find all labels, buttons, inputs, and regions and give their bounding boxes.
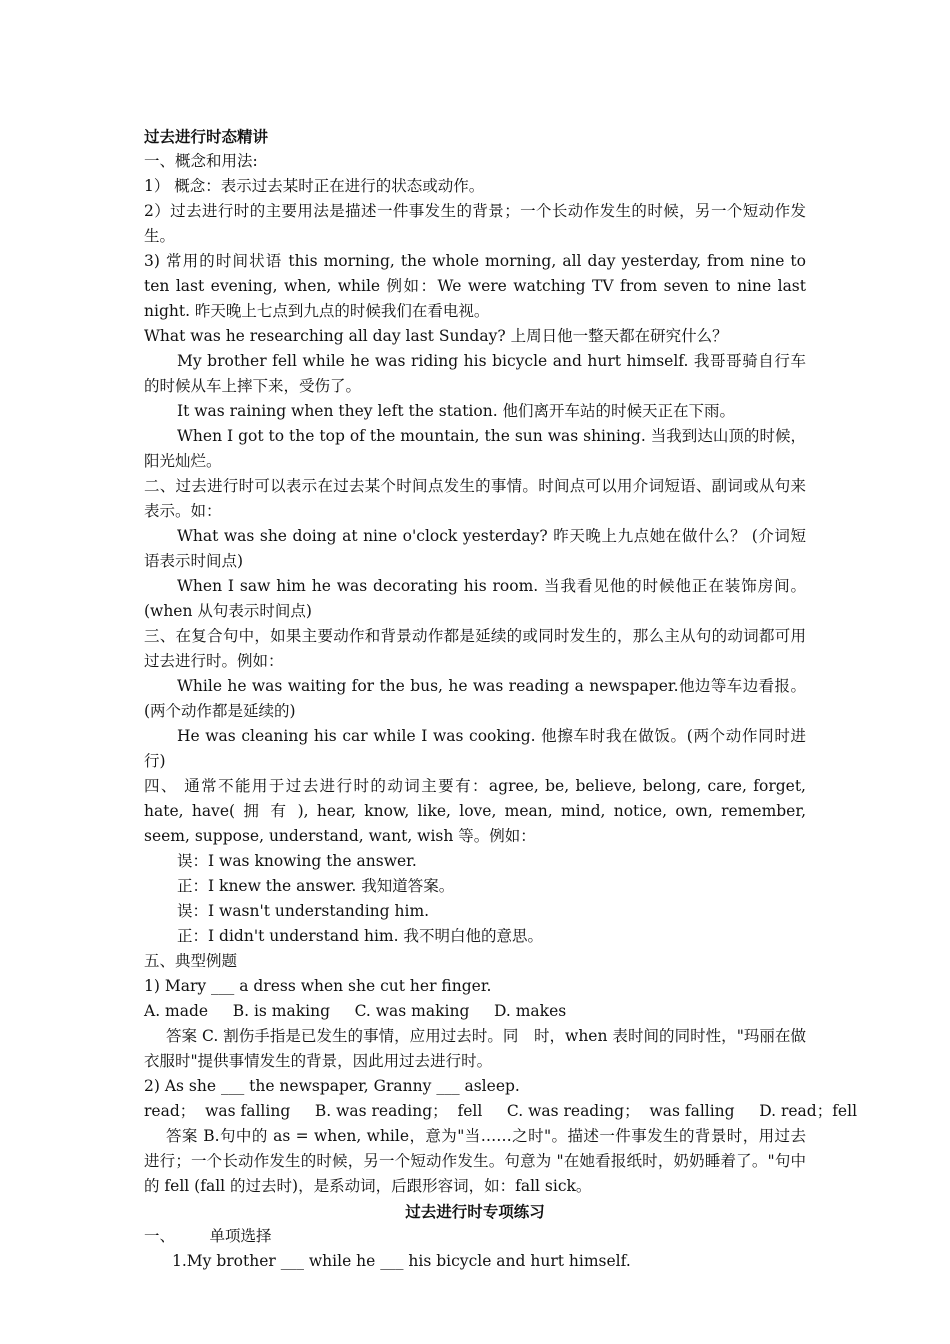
example-sentence: 正：I didn't understand him. 我不明白他的意思。: [177, 927, 543, 945]
paragraph: 2）过去进行时的主要用法是描述一件事发生的背景；一个长动作发生的时候，另一个短动作发生。: [144, 202, 806, 245]
example-sentence: What was she doing at nine o'clock yesterday? 昨天晚上九点她在做什么？ (介词短语表示时间点): [144, 527, 806, 570]
question-2-options: read； was falling B. was reading； fell C. was reading； was falling D. read；fell: [144, 1102, 858, 1120]
exercise-heading: 一、 单项选择: [144, 1227, 272, 1245]
exercise-question-1: 1.My brother ___ while he ___ his bicycle and hurt himself.: [172, 1252, 631, 1270]
example-sentence: It was raining when they left the station. 他们离开车站的时候天正在下雨。: [177, 402, 736, 420]
example-sentence: 正：I knew the answer. 我知道答案。: [177, 877, 455, 895]
question-1-answer: 答案 C. 割伤手指是已发生的事情，应用过去时。同 时，when 表时间的同时性，"玛丽在做衣服时"提供事情发生的背景，因此用过去进行时。: [144, 1027, 806, 1070]
paragraph: 3) 常用的时间状语 this morning, the whole morning, all day yesterday, from nine to ten last evening, when, while 例如：We were watching TV from seven to nine last night. 昨天晚上七点到九点的时候我们在看电视。: [144, 252, 806, 320]
question-2: 2) As she ___ the newspaper, Granny ___ asleep.: [144, 1077, 520, 1095]
section-3-heading: 三、在复合句中，如果主要动作和背景动作都是延续的或同时发生的，那么主从句的动词都可用过去进行时。例如：: [144, 627, 806, 670]
section-2-heading: 二、过去进行时可以表示在过去某个时间点发生的事情。时间点可以用介词短语、副词或从句来表示。如：: [144, 477, 806, 520]
section-4-heading: 四、 通常不能用于过去进行时的动词主要有：agree, be, believe, belong, care, forget, hate, have( 拥 有 ), hear, know, like, love, mean, mind, notice, own, remember, seem, suppose, understand, want, wish 等。例如：: [144, 777, 806, 845]
example-sentence: 误：I wasn't understanding him.: [177, 902, 430, 920]
example-sentence: When I got to the top of the mountain, the sun was shining. 当我到达山顶的时候，阳光灿烂。: [144, 427, 806, 470]
section-5-heading: 五、典型例题: [144, 952, 238, 970]
exercise-title: 过去进行时专项练习: [405, 1202, 545, 1221]
example-sentence: When I saw him he was decorating his room. 当我看见他的时候他正在装饰房间。 (when 从句表示时间点): [144, 577, 806, 620]
paragraph: What was he researching all day last Sunday? 上周日他一整天都在研究什么？: [144, 327, 728, 345]
example-sentence: 误：I was knowing the answer.: [177, 852, 417, 870]
question-1-options: A. made B. is making C. was making D. makes: [144, 1002, 567, 1020]
document-page: [144, 124, 858, 1274]
question-2-answer: 答案 B.句中的 as = when, while，意为"当……之时"。描述一件事发生的背景时，用过去进行；一个长动作发生的时候，另一个短动作发生。句意为 "在她看报纸时，奶奶睡着了。"句中的 fell (fall 的过去时)，是系动词，后跟形容词，如：fall sick。: [144, 1127, 806, 1195]
example-sentence: While he was waiting for the bus, he was reading a newspaper.他边等车边看报。(两个动作都是延续的): [144, 677, 806, 720]
doc-title: 过去进行时态精讲: [144, 127, 269, 146]
paragraph: 1） 概念：表示过去某时正在进行的状态或动作。: [144, 177, 485, 195]
section-1-heading: 一、概念和用法:: [144, 152, 258, 170]
example-sentence: My brother fell while he was riding his bicycle and hurt himself. 我哥哥骑自行车的时候从车上摔下来，受伤了。: [144, 352, 806, 395]
example-sentence: He was cleaning his car while I was cooking. 他擦车时我在做饭。(两个动作同时进行): [144, 727, 806, 770]
question-1: 1) Mary ___ a dress when she cut her finger.: [144, 977, 492, 995]
